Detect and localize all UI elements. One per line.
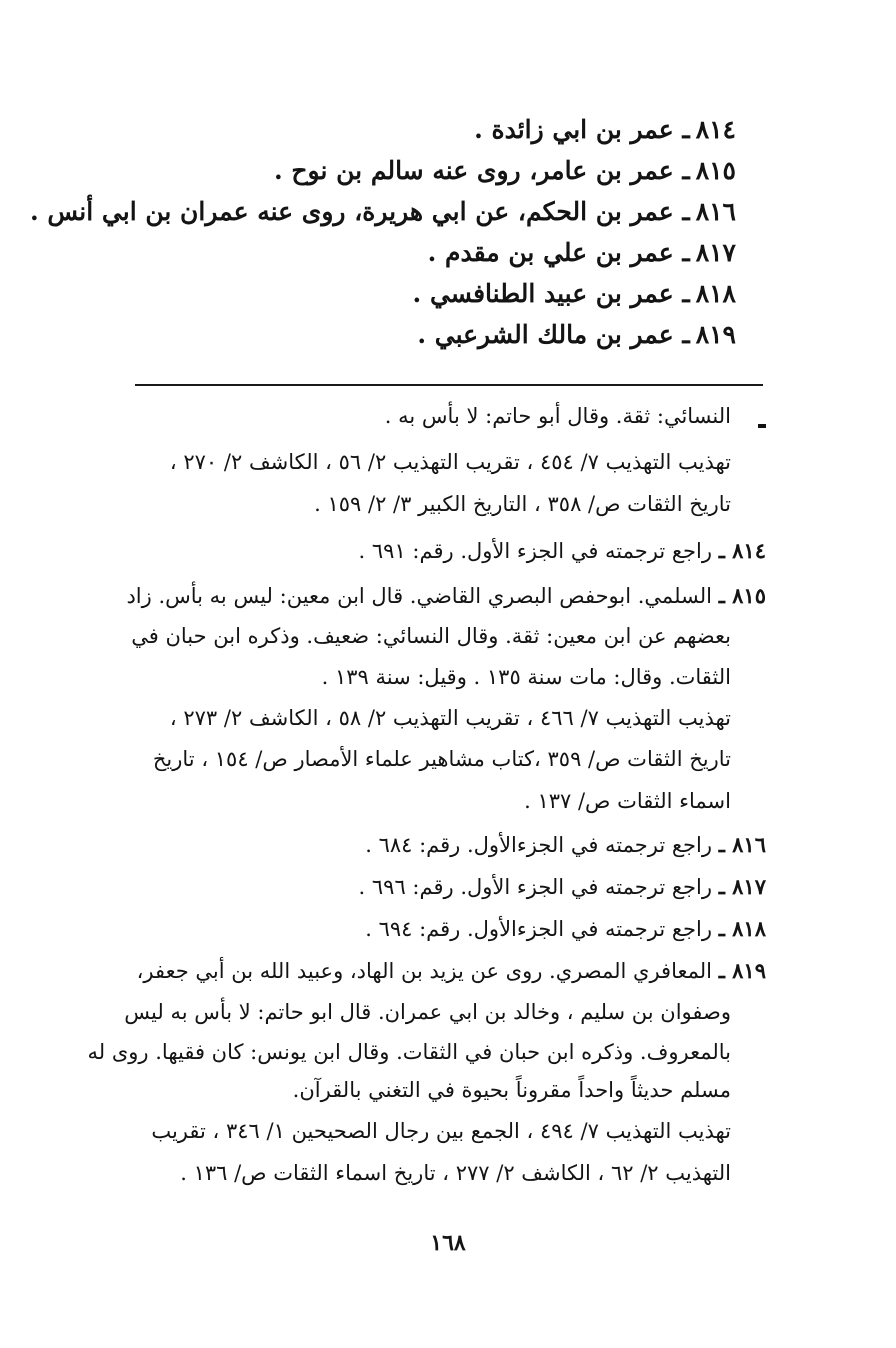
footnote-text: راجع ترجمته في الجزءالأول. رقم: ٦٩٤ . <box>365 917 712 941</box>
footnote-number: ٨١٤ ـ <box>718 538 766 563</box>
footnote-text: التهذيب ٢/ ٦٢ ، الكاشف ٢/ ٢٧٧ ، تاريخ اسماء الثقات ص/ ١٣٦ . <box>180 1161 731 1185</box>
footnote-text: الثقات. وقال: مات سنة ١٣٥ . وقيل: سنة ١٣٩ . <box>321 665 731 689</box>
footnote-text: بالمعروف. وذكره ابن حبان في الثقات. وقال ابن يونس: كان فقيها. روى له <box>87 1040 731 1064</box>
footnote-text: بعضهم عن ابن معين: ثقة. وقال النسائي: ضعيف. وذكره ابن حبان في <box>131 624 731 648</box>
footnote-line <box>76 741 731 778</box>
footnote-line <box>76 618 731 655</box>
entry-text: عمر بن عامر، روى عنه سالم بن نوح . <box>274 156 674 185</box>
entry-817: ٨١٧ـ عمر بن علي بن مقدم . <box>427 238 736 267</box>
footnote-text: راجع ترجمته في الجزء الأول. رقم: ٦٩٦ . <box>358 875 712 899</box>
entry-number: ٨١٤ <box>695 115 736 144</box>
footnote-text: تهذيب التهذيب ٧/ ٤٥٤ ، تقريب التهذيب ٢/ ٥٦ ، الكاشف ٢/ ٢٧٠ ، <box>169 450 731 474</box>
entry-text: عمر بن الحكم، عن ابي هريرة، روى عنه عمران بن ابي أنس . <box>30 197 674 226</box>
footnote-816 <box>76 826 766 864</box>
footnote-line <box>76 659 731 696</box>
footnote-818 <box>76 910 766 948</box>
footnote-text: تاريخ الثقات ص/ ٣٥٨ ، التاريخ الكبير ٣/ ٢/ ١٥٩ . <box>314 492 731 516</box>
footnote-819 <box>76 952 766 990</box>
footnote-line <box>76 486 731 523</box>
entry-number: ٨١٨ <box>695 279 736 308</box>
footnote-line <box>76 1034 731 1071</box>
footnote-text: اسماء الثقات ص/ ١٣٧ . <box>524 789 731 813</box>
entry-815: ٨١٥ـ عمر بن عامر، روى عنه سالم بن نوح . <box>274 156 736 185</box>
footnote-number: ٨١٥ ـ <box>718 583 766 608</box>
footnote-text: تاريخ الثقات ص/ ٣٥٩ ،كتاب مشاهير علماء الأمصار ص/ ١٥٤ ، تاريخ <box>152 747 731 771</box>
footnote-814 <box>76 532 766 570</box>
entry-text: عمر بن علي بن مقدم . <box>427 238 674 267</box>
footnote-number: ٨١٧ ـ <box>718 874 766 899</box>
entry-text: عمر بن مالك الشرعبي . <box>417 320 674 349</box>
entry-number: ٨١٥ <box>695 156 736 185</box>
entry-text: عمر بن عبيد الطنافسي . <box>412 279 674 308</box>
entry-814: ٨١٤ـ عمر بن ابي زائدة . <box>474 115 736 144</box>
entry-number: ٨١٦ <box>695 197 736 226</box>
footnote-number: ٨١٦ ـ <box>718 832 766 857</box>
footnote-number: ٨١٩ ـ <box>718 958 766 983</box>
entry-number: ٨١٧ <box>695 238 736 267</box>
entry-text: عمر بن ابي زائدة . <box>474 115 674 144</box>
footnote-text: مسلم حديثاً واحداً مقروناً بحيوة في التغني بالقرآن. <box>292 1078 731 1102</box>
footnote-text: راجع ترجمته في الجزء الأول. رقم: ٦٩١ . <box>358 539 712 563</box>
footnote-line <box>76 1072 731 1109</box>
entry-number: ٨١٩ <box>695 320 736 349</box>
footnote-line <box>76 700 731 737</box>
footnote-815 <box>76 577 766 615</box>
footnote-line <box>76 1113 731 1150</box>
footnote-text: وصفوان بن سليم ، وخالد بن ابي عمران. قال ابو حاتم: لا بأس به ليس <box>124 1000 731 1024</box>
entry-819: ٨١٩ـ عمر بن مالك الشرعبي . <box>417 320 736 349</box>
footnote-text: راجع ترجمته في الجزءالأول. رقم: ٦٨٤ . <box>365 833 712 857</box>
footnote-divider <box>135 384 763 386</box>
footnote-text: تهذيب التهذيب ٧/ ٤٩٤ ، الجمع بين رجال الصحيحين ١/ ٣٤٦ ، تقريب <box>151 1119 731 1143</box>
footnote-marker <box>758 424 766 428</box>
entry-816: ٨١٦ـ عمر بن الحكم، عن ابي هريرة، روى عنه عمران بن ابي أنس . <box>30 197 736 226</box>
footnote-text: تهذيب التهذيب ٧/ ٤٦٦ ، تقريب التهذيب ٢/ ٥٨ ، الكاشف ٢/ ٢٧٣ ، <box>169 706 731 730</box>
entry-818: ٨١٨ـ عمر بن عبيد الطنافسي . <box>412 279 736 308</box>
footnote-817 <box>76 868 766 906</box>
footnote-line <box>76 783 731 820</box>
footnote-line <box>76 994 731 1031</box>
footnote-number: ٨١٨ ـ <box>718 916 766 941</box>
page-number: ١٦٨ <box>430 1230 466 1256</box>
footnote-line <box>76 1155 731 1192</box>
footnote-text: النسائي: ثقة. وقال أبو حاتم: لا بأس به . <box>384 404 731 428</box>
footnote-line <box>76 444 731 481</box>
footnote-text: المعافري المصري. روى عن يزيد بن الهاد، وعبيد الله بن أبي جعفر، <box>136 959 712 983</box>
footnote-line <box>76 398 731 435</box>
footnote-text: السلمي. ابوحفص البصري القاضي. قال ابن معين: ليس به بأس. زاد <box>126 584 712 608</box>
